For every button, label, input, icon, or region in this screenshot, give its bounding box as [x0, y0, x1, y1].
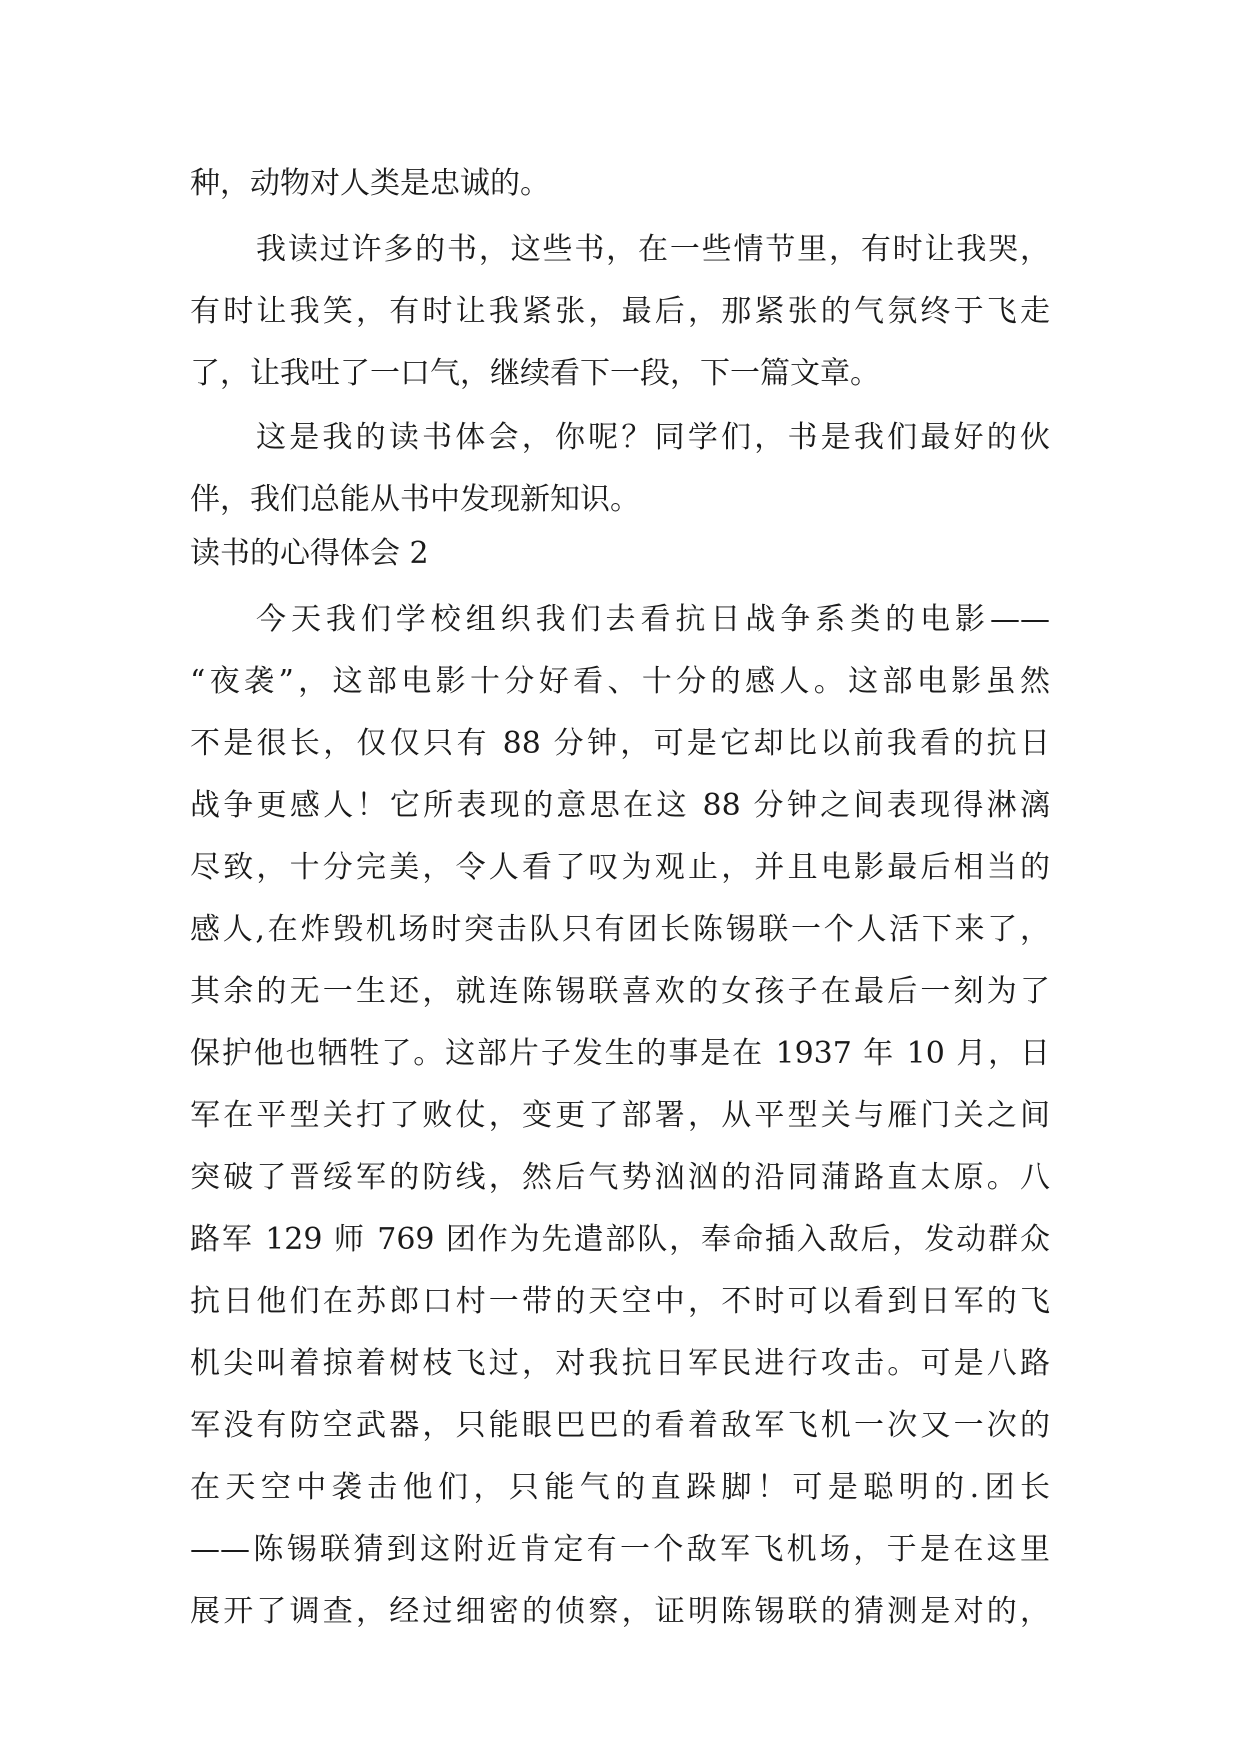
paragraph-4-line-6: 感人,在炸毁机场时突击队只有团长陈锡联一个人活下来了， [190, 912, 1050, 947]
paragraph-1-line-1: 种，动物对人类是忠诚的。 [190, 166, 550, 201]
paragraph-4-line-2: “夜袭”，这部电影十分好看、十分的感人。这部电影虽然 [190, 664, 1050, 699]
paragraph-4-line-17: 展开了调查，经过细密的侦察，证明陈锡联的猜测是对的， [190, 1594, 1050, 1629]
section-heading: 读书的心得体会 2 [190, 536, 429, 571]
paragraph-4-line-10: 突破了晋绥军的防线，然后气势汹汹的沿同蒲路直太原。八 [190, 1160, 1050, 1195]
paragraph-4-line-1: 今天我们学校组织我们去看抗日战争系类的电影—— [256, 602, 1050, 637]
paragraph-4-line-15: 在天空中袭击他们，只能气的直跺脚！可是聪明的.团长 [190, 1470, 1050, 1505]
paragraph-4-line-8: 保护他也牺牲了。这部片子发生的事是在 1937 年 10 月，日 [190, 1036, 1050, 1071]
paragraph-4-line-3: 不是很长，仅仅只有 88 分钟，可是它却比以前我看的抗日 [190, 726, 1050, 761]
paragraph-4-line-4: 战争更感人！它所表现的意思在这 88 分钟之间表现得淋漓 [190, 788, 1050, 823]
paragraph-3-line-2: 伴，我们总能从书中发现新知识。 [190, 482, 640, 517]
paragraph-4-line-12: 抗日他们在苏郎口村一带的天空中，不时可以看到日军的飞 [190, 1284, 1050, 1319]
paragraph-4-line-7: 其余的无一生还，就连陈锡联喜欢的女孩子在最后一刻为了 [190, 974, 1050, 1009]
paragraph-2-line-3: 了，让我吐了一口气，继续看下一段，下一篇文章。 [190, 356, 880, 391]
paragraph-4-line-16: ——陈锡联猜到这附近肯定有一个敌军飞机场，于是在这里 [190, 1532, 1050, 1567]
paragraph-2-line-2: 有时让我笑，有时让我紧张，最后，那紧张的气氛终于飞走 [190, 294, 1050, 329]
paragraph-2-line-1: 我读过许多的书，这些书，在一些情节里，有时让我哭， [256, 232, 1050, 267]
paragraph-4-line-14: 军没有防空武器，只能眼巴巴的看着敌军飞机一次又一次的 [190, 1408, 1050, 1443]
paragraph-3-line-1: 这是我的读书体会，你呢？同学们，书是我们最好的伙 [256, 420, 1050, 455]
paragraph-4-line-11: 路军 129 师 769 团作为先遣部队，奉命插入敌后，发动群众 [190, 1222, 1050, 1257]
paragraph-4-line-13: 机尖叫着掠着树枝飞过，对我抗日军民进行攻击。可是八路 [190, 1346, 1050, 1381]
paragraph-4-line-5: 尽致，十分完美，令人看了叹为观止，并且电影最后相当的 [190, 850, 1050, 885]
paragraph-4-line-9: 军在平型关打了败仗，变更了部署，从平型关与雁门关之间 [190, 1098, 1050, 1133]
